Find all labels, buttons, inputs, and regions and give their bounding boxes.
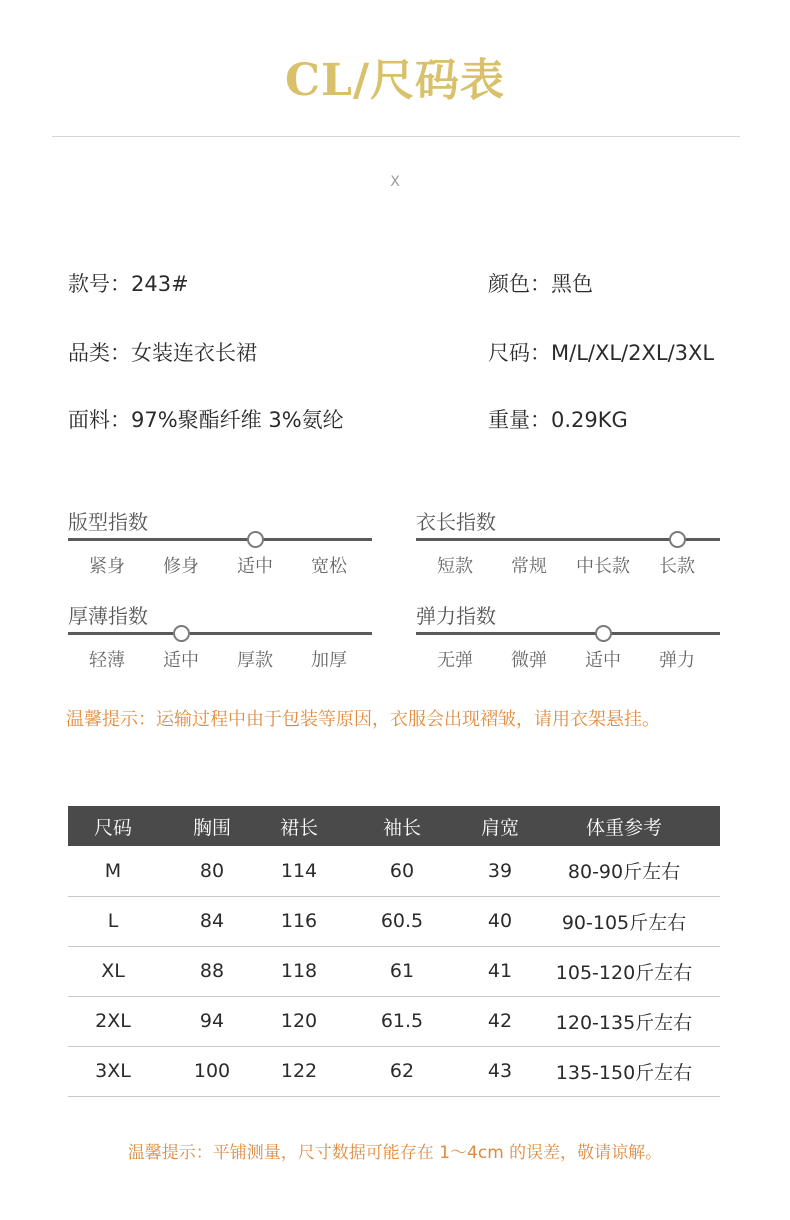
cell-sleeve-length: 61.5 [332, 996, 472, 1046]
cell-bust: 100 [158, 1046, 266, 1096]
table-row [68, 1046, 720, 1096]
index-label: 弹力 [659, 650, 695, 671]
cell-weight-ref: 80-90斤左右 [528, 846, 720, 896]
cell-sleeve-length: 60.5 [332, 896, 472, 946]
index-track [68, 632, 372, 635]
index-label: 适中 [585, 650, 621, 671]
x-mark: X [390, 174, 400, 190]
cell-shoulder: 40 [472, 896, 528, 946]
index-elasticity [416, 600, 720, 680]
table-header-row [68, 806, 720, 846]
shipping-tip: 温馨提示：运输过程中由于包装等原因，衣服会出现褶皱，请用衣架悬挂。 [66, 709, 660, 730]
cell-dress-length: 118 [266, 946, 332, 996]
info-style-no: 款号：243# [68, 272, 189, 296]
title-divider [52, 136, 740, 137]
table-row [68, 996, 720, 1046]
cell-bust: 94 [158, 996, 266, 1046]
index-knob [669, 531, 686, 548]
index-knob [247, 531, 264, 548]
index-label: 中长款 [576, 556, 630, 577]
index-label: 长款 [659, 556, 695, 577]
index-title: 衣长指数 [416, 510, 496, 534]
cell-weight-ref: 135-150斤左右 [528, 1046, 720, 1096]
info-sizes: 尺码：M/L/XL/2XL/3XL [488, 341, 715, 365]
index-label: 厚款 [237, 650, 273, 671]
info-color: 颜色：黑色 [488, 272, 593, 296]
index-label: 常规 [511, 556, 547, 577]
index-label: 微弹 [511, 650, 547, 671]
index-label: 无弹 [437, 650, 473, 671]
cell-bust: 88 [158, 946, 266, 996]
cell-weight-ref: 105-120斤左右 [528, 946, 720, 996]
cell-weight-ref: 120-135斤左右 [528, 996, 720, 1046]
cell-size: M [68, 846, 158, 896]
table-row [68, 946, 720, 996]
index-label: 轻薄 [89, 650, 125, 671]
index-thickness [68, 600, 372, 680]
index-label: 修身 [163, 556, 199, 577]
index-fit [68, 506, 372, 586]
cell-bust: 84 [158, 896, 266, 946]
index-label: 适中 [237, 556, 273, 577]
header-dress-length: 裙长 [266, 806, 332, 846]
size-table [68, 806, 720, 1097]
index-label: 适中 [163, 650, 199, 671]
table-row [68, 896, 720, 946]
cell-shoulder: 43 [472, 1046, 528, 1096]
index-track [416, 632, 720, 635]
cell-size: 3XL [68, 1046, 158, 1096]
cell-dress-length: 114 [266, 846, 332, 896]
index-title: 弹力指数 [416, 604, 496, 628]
cell-dress-length: 120 [266, 996, 332, 1046]
index-label: 紧身 [89, 556, 125, 577]
header-bust: 胸围 [158, 806, 266, 846]
cell-shoulder: 42 [472, 996, 528, 1046]
cell-dress-length: 116 [266, 896, 332, 946]
index-track [68, 538, 372, 541]
cell-sleeve-length: 62 [332, 1046, 472, 1096]
index-title: 版型指数 [68, 510, 148, 534]
table-row [68, 846, 720, 896]
cell-shoulder: 39 [472, 846, 528, 896]
cell-sleeve-length: 60 [332, 846, 472, 896]
header-sleeve-length: 袖长 [332, 806, 472, 846]
cell-bust: 80 [158, 846, 266, 896]
index-title: 厚薄指数 [68, 604, 148, 628]
info-weight: 重量：0.29KG [488, 408, 628, 432]
cell-dress-length: 122 [266, 1046, 332, 1096]
cell-size: 2XL [68, 996, 158, 1046]
header-weight-ref: 体重参考 [528, 806, 720, 846]
header-size: 尺码 [68, 806, 158, 846]
cell-size: XL [68, 946, 158, 996]
info-category: 品类：女装连衣长裙 [68, 341, 257, 365]
page-title: CL/尺码表 [284, 55, 506, 106]
index-label: 加厚 [311, 650, 347, 671]
header-shoulder: 肩宽 [472, 806, 528, 846]
index-label: 宽松 [311, 556, 347, 577]
cell-shoulder: 41 [472, 946, 528, 996]
index-length [416, 506, 720, 586]
info-fabric: 面料：97%聚酯纤维 3%氨纶 [68, 408, 344, 432]
index-knob [595, 625, 612, 642]
index-label: 短款 [437, 556, 473, 577]
index-knob [173, 625, 190, 642]
cell-weight-ref: 90-105斤左右 [528, 896, 720, 946]
cell-sleeve-length: 61 [332, 946, 472, 996]
cell-size: L [68, 896, 158, 946]
measurement-tip: 温馨提示：平铺测量，尺寸数据可能存在 1～4cm 的误差，敬请谅解。 [127, 1143, 663, 1163]
